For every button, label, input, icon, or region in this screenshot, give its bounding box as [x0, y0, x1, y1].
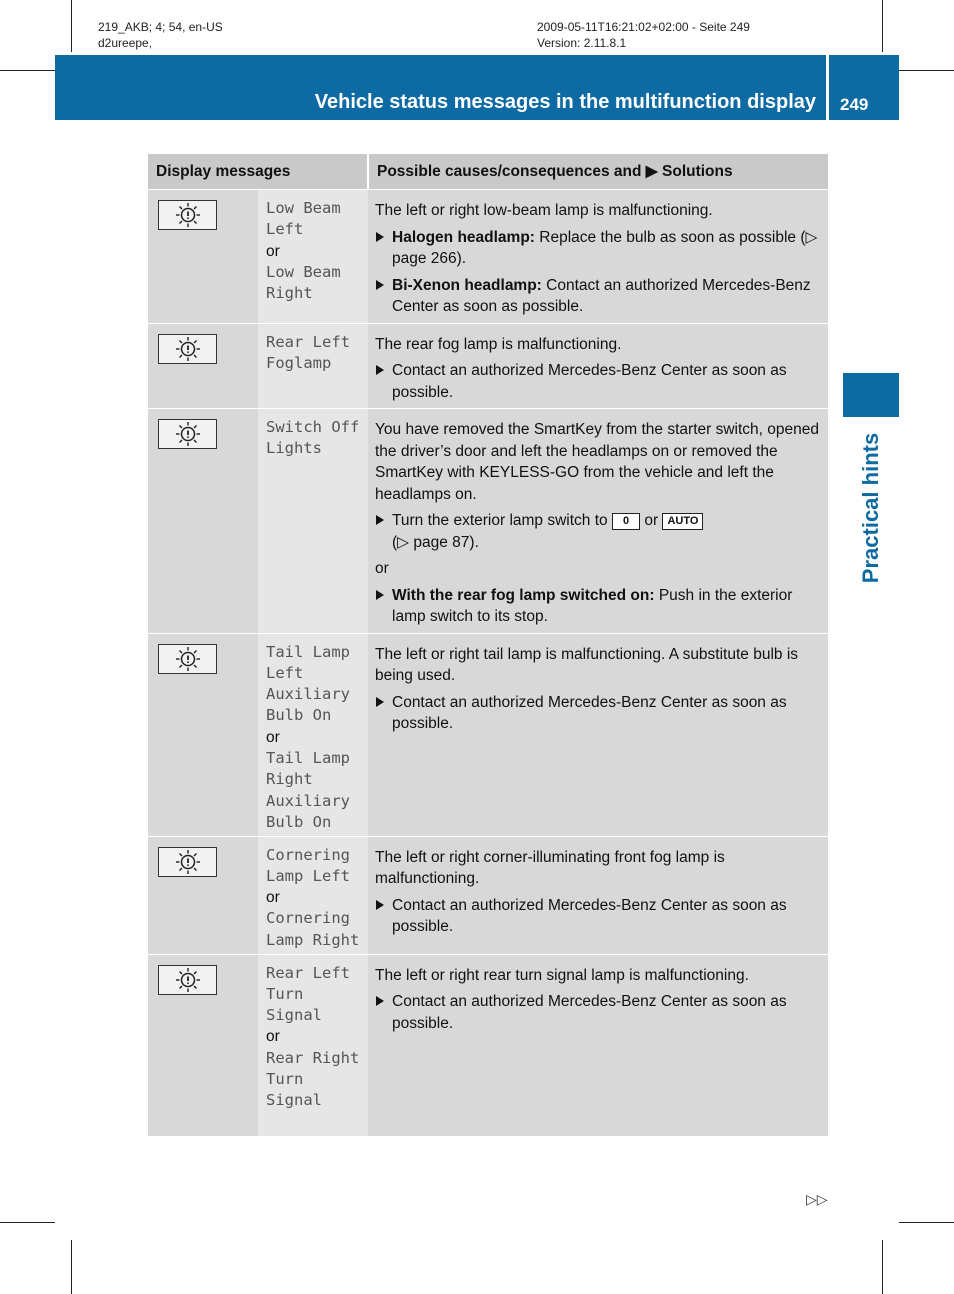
cause-text: The left or right rear turn signal lamp is malfunctioning. — [375, 966, 749, 984]
lamp-warning-icon — [158, 334, 217, 364]
table-row — [148, 633, 828, 836]
icon-cell — [148, 323, 258, 409]
chapter-label-text: Practical hints — [858, 432, 883, 583]
solution-text: Push in the exterior lamp switch to its stop. — [392, 586, 793, 625]
display-message: Cornering Lamp Left — [266, 845, 350, 885]
message-cell — [258, 836, 368, 954]
or-label: or — [266, 889, 280, 907]
continue-arrows-icon: ▷▷ — [806, 1191, 828, 1207]
solution-text: Contact an authorized Mercedes-Benz Center as soon as possible. — [392, 993, 787, 1032]
message-cell — [258, 633, 368, 836]
solution-item — [375, 991, 821, 1034]
solution-text: Turn the exterior lamp switch to — [392, 512, 612, 529]
cause-text: The left or right low-beam lamp is malfunctioning. — [375, 202, 713, 219]
solution-item — [375, 895, 821, 938]
solution-text: Contact an authorized Mercedes-Benz Center as soon as possible. — [392, 896, 787, 935]
meta-line: 219_AKB; 4; 54, en-US — [98, 20, 223, 34]
chapter-tab-label — [843, 425, 899, 590]
message-cell — [258, 323, 368, 409]
or-label: or — [266, 1028, 280, 1046]
bullet-arrow-icon — [376, 900, 384, 910]
page-reference: (▷ page 87). — [392, 533, 479, 551]
page-number: 249 — [840, 95, 869, 114]
solution-bold: Halogen headlamp: — [392, 228, 535, 246]
icon-cell — [148, 954, 258, 1136]
crop-mark — [71, 0, 72, 52]
lamp-warning-icon — [158, 419, 217, 449]
col-header-solutions: Possible causes/consequences and ▶ Solutions — [368, 154, 828, 190]
message-cell — [258, 409, 368, 634]
crop-mark — [899, 70, 954, 71]
switch-position-auto-icon: AUTO — [662, 513, 703, 530]
solution-item — [375, 585, 821, 628]
display-message: Tail Lamp Left Auxiliary Bulb On — [266, 642, 350, 725]
section-header — [55, 55, 899, 120]
bullet-arrow-icon — [376, 280, 384, 290]
meta-line: d2ureepe, — [98, 36, 153, 50]
col-header-display-messages: Display messages — [148, 154, 368, 190]
display-message: Low Beam Right — [266, 262, 341, 303]
crop-mark — [882, 1240, 883, 1294]
print-meta-left — [98, 19, 223, 51]
lamp-warning-icon — [158, 200, 217, 230]
solution-bold: Bi-Xenon headlamp: — [392, 276, 542, 294]
crop-mark — [882, 0, 883, 52]
table-row — [148, 323, 828, 409]
solution-text: Contact an authorized Mercedes-Benz Center as soon as possible. — [392, 362, 787, 401]
solution-item — [375, 510, 821, 553]
solution-item — [375, 275, 821, 318]
bullet-arrow-icon — [376, 697, 384, 707]
crop-mark — [0, 70, 55, 71]
table-row — [148, 409, 828, 634]
lamp-warning-icon — [158, 644, 217, 674]
chapter-tab — [843, 373, 899, 417]
status-messages-table — [148, 154, 828, 1136]
lamp-warning-icon — [158, 965, 217, 995]
section-title: Vehicle status messages in the multifunction display — [314, 91, 816, 113]
solution-text: Contact an authorized Mercedes-Benz Center as soon as possible. — [392, 693, 787, 732]
crop-mark — [71, 1240, 72, 1294]
table-row — [148, 836, 828, 954]
crop-mark — [0, 1222, 55, 1223]
solution-text: Contact an authorized Mercedes-Benz Center as soon as possible. — [392, 276, 811, 315]
solution-cell — [368, 190, 828, 324]
display-message: Rear Left Turn Signal — [266, 963, 350, 1025]
print-meta-right — [537, 19, 750, 51]
or-label: or — [266, 728, 280, 746]
display-message: Rear Right Turn Signal — [266, 1048, 360, 1110]
solution-bold: With the rear fog lamp switched on: — [392, 586, 655, 604]
solution-item — [375, 692, 821, 735]
header-divider — [826, 55, 829, 120]
switch-position-0-icon: 0 — [612, 513, 640, 530]
solution-cell — [368, 633, 828, 836]
solution-text: Replace the bulb as soon as possible (▷ page 266). — [392, 228, 818, 267]
solution-item — [375, 227, 821, 270]
or-label: or — [375, 560, 389, 577]
cause-text: The left or right tail lamp is malfunctioning. A substitute bulb is being used. — [375, 645, 799, 684]
bullet-arrow-icon — [376, 996, 384, 1006]
cause-text: The rear fog lamp is malfunctioning. — [375, 335, 622, 353]
solution-cell — [368, 323, 828, 409]
message-cell — [258, 954, 368, 1136]
lamp-warning-icon — [158, 847, 217, 877]
cause-text: You have removed the SmartKey from the starter switch, opened the driver’s door and left the headlamps on or removed the SmartKey with KEYLESS-GO from the vehicle and left the headlamps on. — [375, 421, 819, 503]
meta-line: Version: 2.11.8.1 — [537, 36, 627, 50]
solution-item — [375, 360, 821, 403]
bullet-arrow-icon — [376, 590, 384, 600]
table-row — [148, 190, 828, 324]
or-label: or — [266, 242, 280, 260]
crop-mark — [899, 1222, 954, 1223]
bullet-arrow-icon — [376, 515, 384, 525]
solution-cell — [368, 954, 828, 1136]
icon-cell — [148, 633, 258, 836]
bullet-arrow-icon — [376, 232, 384, 242]
table-header-row — [148, 154, 828, 190]
bullet-arrow-icon — [376, 365, 384, 375]
icon-cell — [148, 190, 258, 324]
message-cell — [258, 190, 368, 324]
table-row — [148, 954, 828, 1136]
solution-text: or — [640, 512, 663, 529]
icon-cell — [148, 409, 258, 634]
icon-cell — [148, 836, 258, 954]
meta-line: 2009-05-11T16:21:02+02:00 - Seite 249 — [537, 20, 750, 34]
display-message: Cornering Lamp Right — [266, 909, 360, 949]
display-message: Tail Lamp Right Auxiliary Bulb On — [266, 748, 350, 831]
cause-text: The left or right corner-illuminating front fog lamp is malfunctioning. — [375, 848, 725, 887]
solution-cell — [368, 409, 828, 634]
display-message: Switch Off Lights — [266, 418, 360, 458]
display-message: Rear Left Foglamp — [266, 332, 350, 372]
display-message: Low Beam Left — [266, 199, 341, 239]
solution-cell — [368, 836, 828, 954]
